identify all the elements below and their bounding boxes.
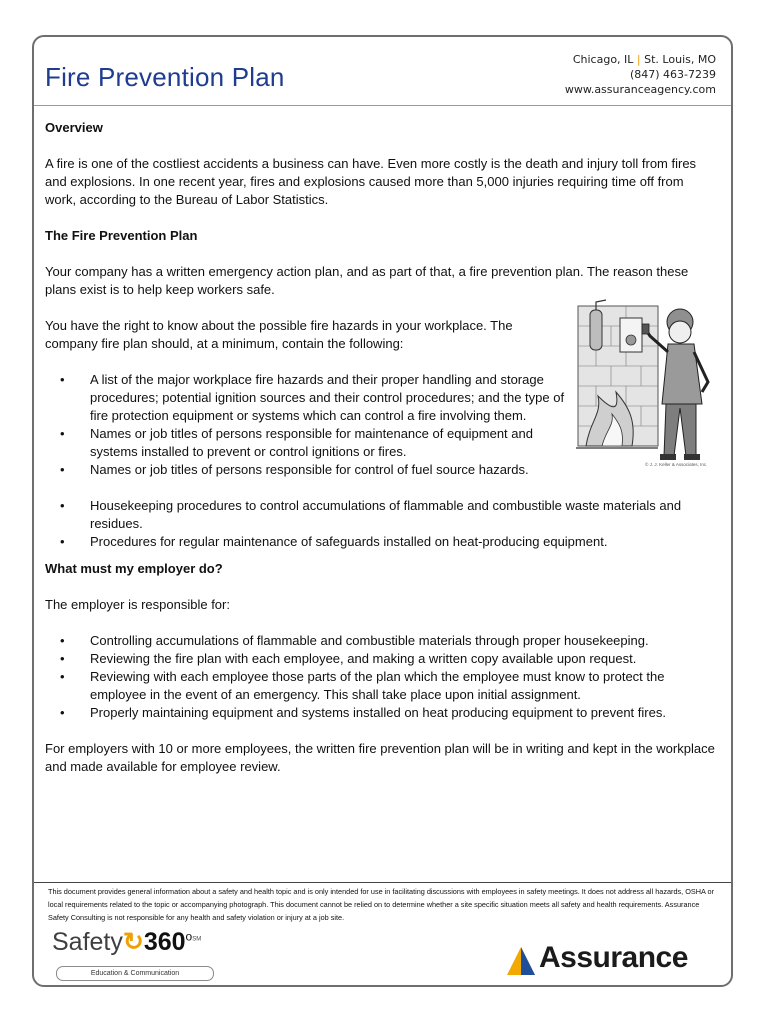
fire-safety-illustration: [576, 296, 721, 471]
safety-degree: o: [185, 929, 193, 944]
contact-separator: |: [636, 53, 641, 66]
refresh-arrow-icon: ↻: [122, 928, 144, 956]
contact-website[interactable]: www.assuranceagency.com: [564, 83, 716, 96]
list-item: • Properly maintaining equipment and systems installed on heat producing equipment to prevent fires.: [45, 704, 715, 722]
assurance-logo: [505, 941, 720, 981]
disclaimer-text: This document provides general information about a safety and health topic and is only intended for use in facilitating discussions with employees in safety meetings. It does not address all hazards, OSHA or local requirements related to the topic or accompanying photograph. This document cannot be relied on to determine whether a site specific situation meets all safety and health requirements. Assurance Safety Consulting is not responsible for any health and safety violation or injury at a job site.: [48, 887, 715, 922]
employer-bullets: [45, 632, 715, 722]
safety-sm-mark: SM: [192, 936, 202, 943]
plan-bullets-a: [45, 371, 565, 479]
plan-heading: The Fire Prevention Plan: [45, 228, 198, 243]
list-item: • Names or job titles of persons responsible for maintenance of equipment and systems installed to prevent or control ignitions or fires.: [45, 425, 565, 461]
contact-city-chicago: Chicago, IL: [572, 53, 634, 66]
worker-at-extinguisher-image: [576, 296, 721, 471]
list-item: • Housekeeping procedures to control accumulations of flammable and combustible waste materials and residues.: [45, 497, 715, 533]
safety-360-logo: [52, 927, 222, 983]
employer-closing: For employers with 10 or more employees, the written fire prevention plan will be in writing and kept in the workplace and made available for employee review.: [45, 741, 715, 774]
page-title: Fire Prevention Plan: [45, 62, 285, 92]
image-credit: © J. J. Keller & Associates, Inc.: [645, 462, 708, 467]
employer-heading: What must my employer do?: [45, 561, 223, 576]
list-item: • A list of the major workplace fire hazards and their proper handling and storage procedures; potential ignition sources and their control procedures; and the type of fire protection equipment or systems which can control a fire involving them.: [45, 371, 565, 425]
safety-word: Safety: [52, 928, 123, 956]
plan-paragraph-1: Your company has a written emergency action plan, and as part of that, a fire prevention plan. The reason these plans exist is to help keep workers safe.: [45, 264, 689, 297]
assurance-wordmark: Assurance: [539, 941, 688, 974]
contact-block: [565, 52, 716, 97]
list-item: • Procedures for regular maintenance of safeguards installed on heat-producing equipment.: [45, 533, 715, 551]
overview-heading: Overview: [45, 120, 103, 135]
overview-paragraph: A fire is one of the costliest accidents a business can have. Even more costly is the death and injury toll from fires and explosions. In one recent year, fires and explosions caused more than 5,000 injuries requiring time off from work, according to the Bureau of Labor Statistics.: [45, 156, 697, 207]
safety-360-number: 360: [143, 928, 186, 956]
list-item: • Reviewing the fire plan with each employee, and making a written copy available upon request.: [45, 650, 715, 668]
plan-paragraph-2: You have the right to know about the possible fire hazards in your workplace. The company fire plan should, at a minimum, contain the following:: [45, 318, 513, 351]
footer-divider: [34, 882, 731, 883]
header-divider: [34, 105, 731, 106]
safety-360-wordmark: [52, 927, 201, 957]
list-item: • Names or job titles of persons responsible for control of fuel source hazards.: [45, 461, 690, 479]
list-item: • Controlling accumulations of flammable and combustible materials through proper housekeeping.: [45, 632, 715, 650]
list-item: • Reviewing with each employee those parts of the plan which the employee must know to protect the employee in the event of an emergency. This shall take place upon initial assignment.: [45, 668, 715, 704]
plan-bullets-b: [45, 497, 715, 551]
employer-intro: The employer is responsible for:: [45, 597, 230, 612]
safety-360-tagline: Education & Communication: [56, 966, 214, 981]
contact-cities: [565, 52, 716, 67]
assurance-triangle-icon: [505, 945, 537, 977]
contact-city-stlouis: St. Louis, MO: [644, 53, 716, 66]
contact-phone: (847) 463-7239: [629, 68, 716, 81]
